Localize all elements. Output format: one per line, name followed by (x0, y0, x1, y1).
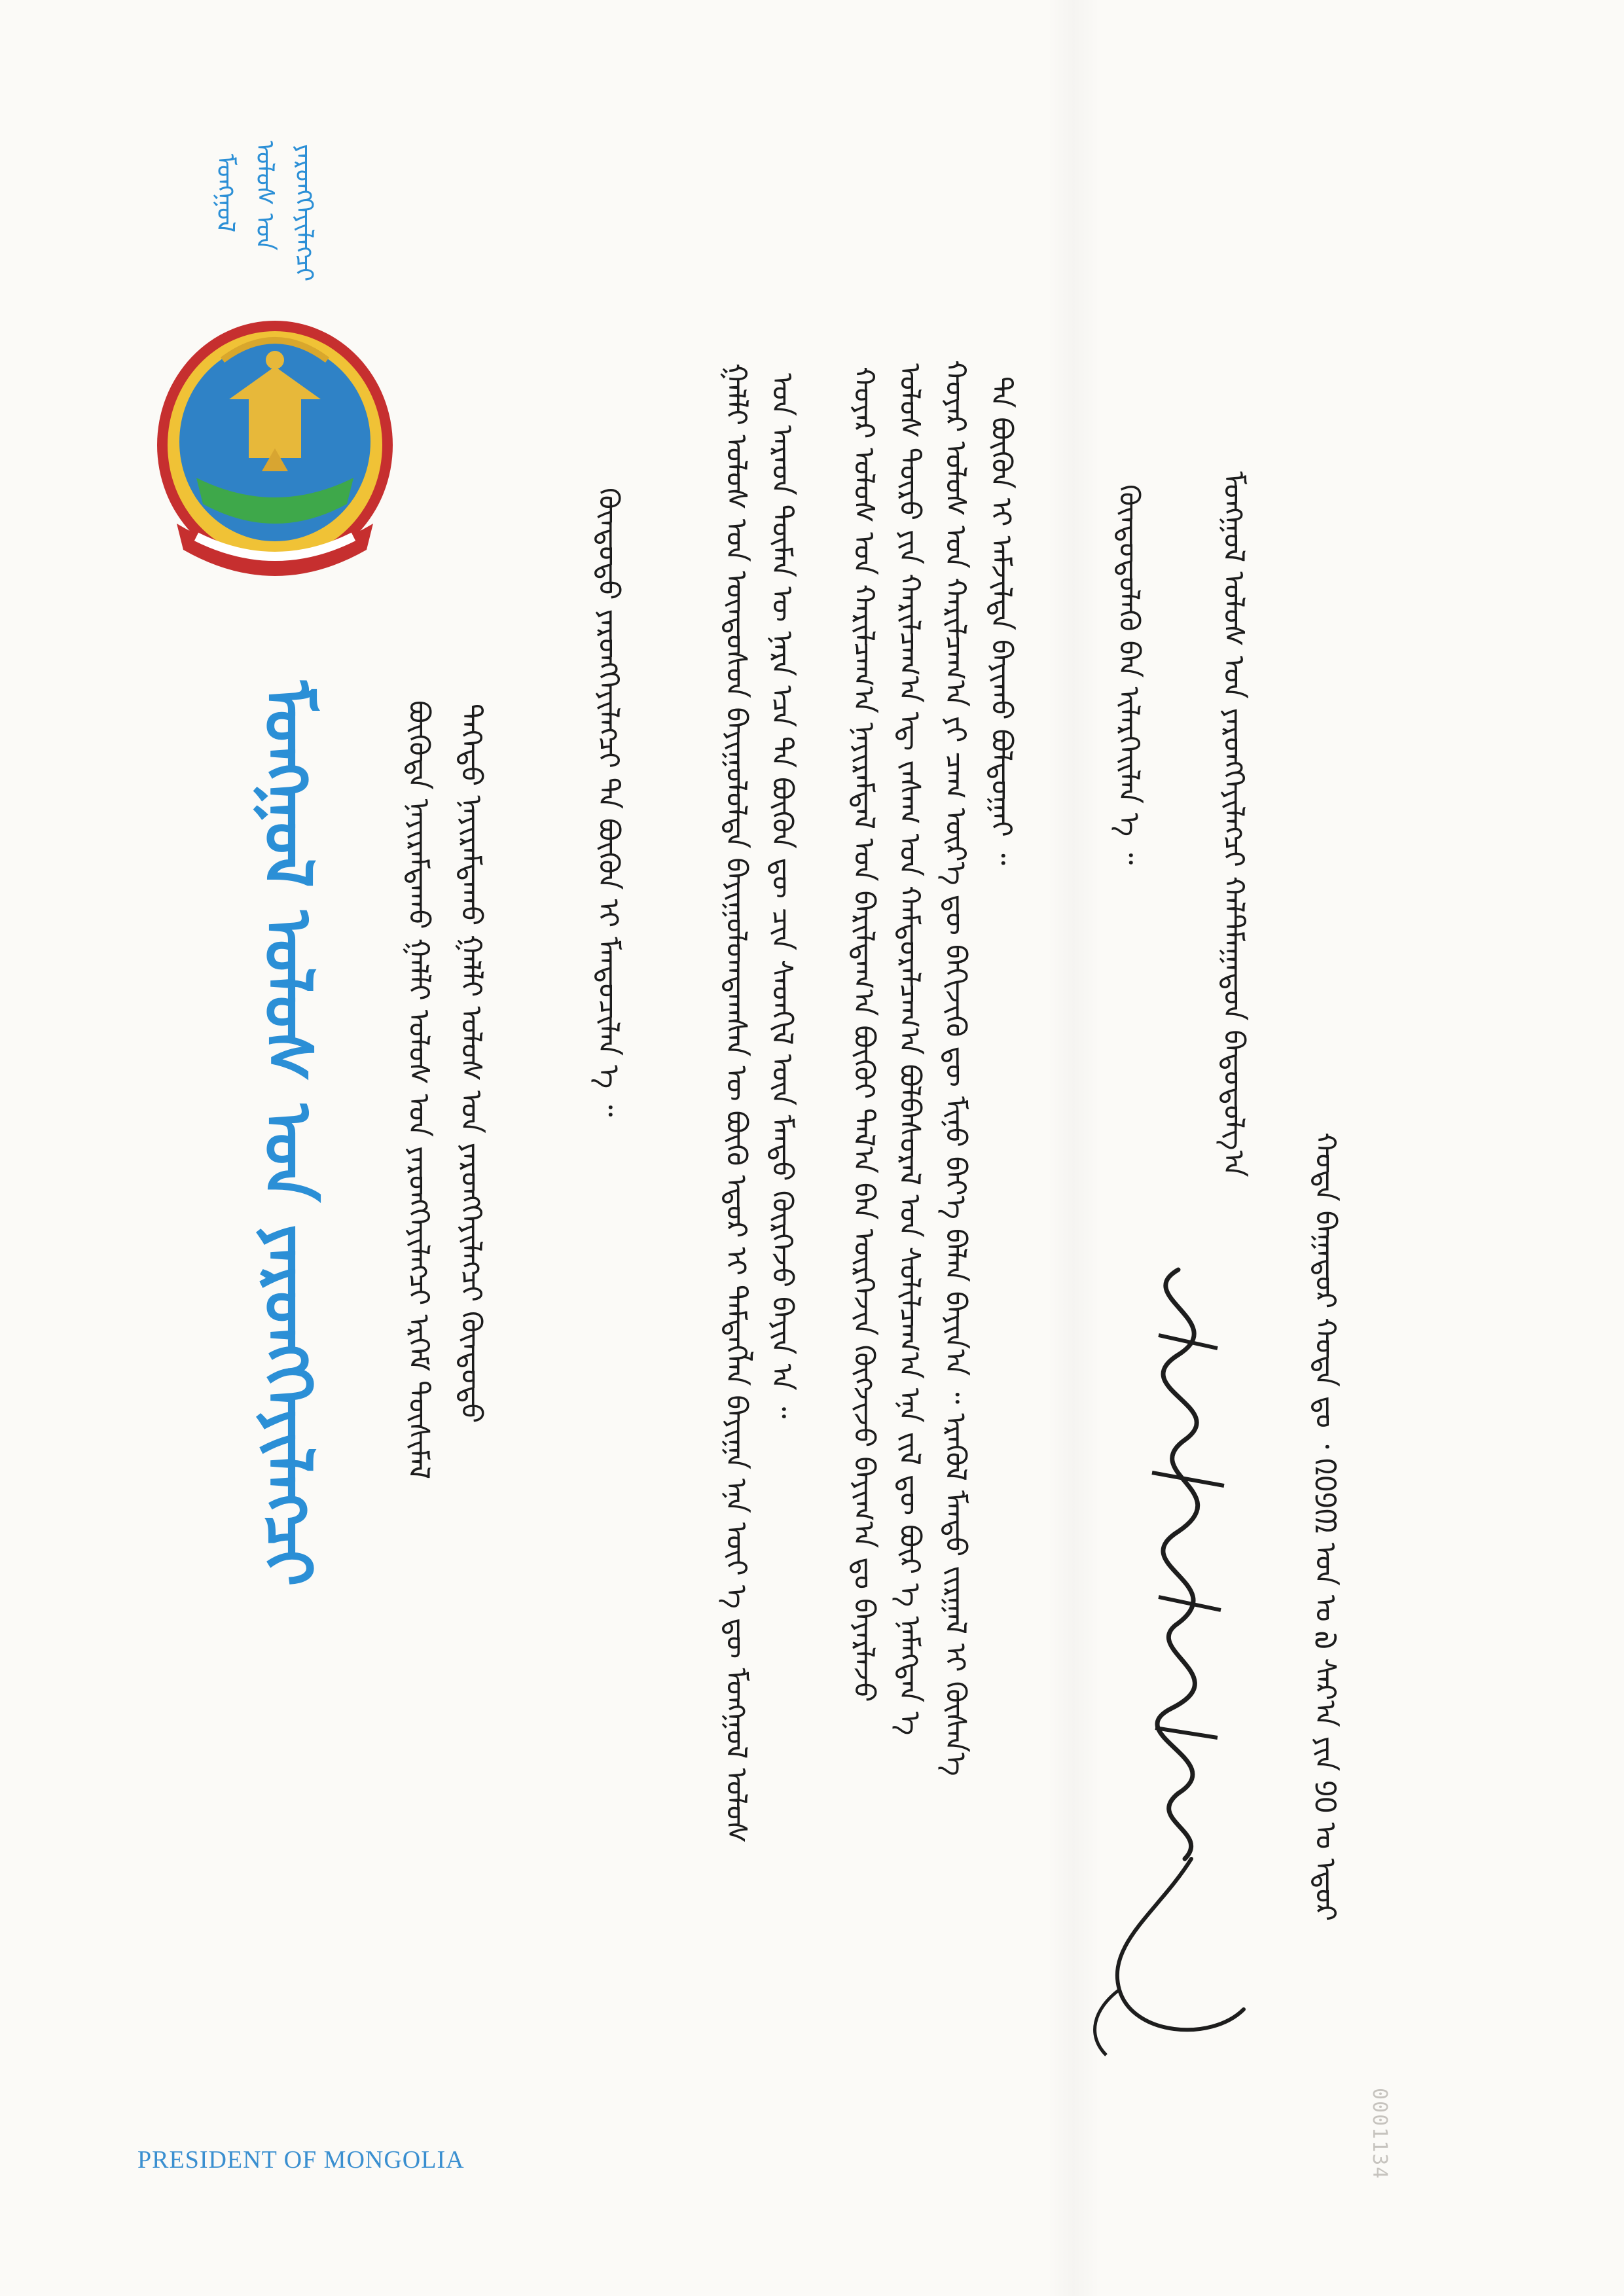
recipient-line-2: ᠳᠡᠭᠡᠳᠦ ᠨᠠᠶᠢᠷᠠᠮᠳᠠᠬᠤ ᠭᠠᠯᠯᠢ ᠤᠯᠤᠰ ᠤᠨ ᠶᠡᠷᠦᠩᠬᠡᠶᠢᠯᠡᠭᠴᠢ ᠬᠦᠨᠳᠦᠳᠦ (454, 704, 488, 1424)
body-line-6: ᠲᠠ ᠪᠦᠬᠦᠨ ᠢ ᠠᠮᠵᠢᠯᠲᠠ ᠪᠠᠶᠢᠬᠤ ᠪᠣᠯᠲᠤᠭᠠᠢ ᠃ (984, 376, 1018, 865)
body-line-2: ᠤᠨ ᠠᠷᠠᠳ ᠲᠦᠮᠡᠨ ᠦ ᠨᠡᠷᠡ ᠡᠴᠡ ᠲᠠ ᠪᠦᠬᠦᠨ ᠳᠦ ᠴᠢᠨ ᠰᠡᠳᠬᠢᠯ ᠦᠨ ᠮᠡᠨᠳᠦ ᠬᠦᠷᠭᠡᠵᠦ ᠪᠠᠶᠢᠨ ᠠ ᠃ (765, 373, 799, 1419)
date-line: ᠬᠣᠳᠠ ᠪᠠᠭᠠᠲᠤᠷ ᠬᠣᠲᠠ ᠳᠤ ᠂ ᠒᠐᠑᠓ ᠣᠨ ᠤ ᠗ ᠰᠠᠷ᠎ᠠ ᠶᠢᠨ ᠑᠐ ᠤ ᠡᠳᠦᠷ (1308, 1132, 1342, 1922)
motto-line-3: ᠶᠡᠷᠦᠩᠬᠡᠶᠢᠯᠡᠭᠴᠢ (290, 144, 319, 282)
body-line-4: ᠤᠯᠤᠰ ᠲᠥᠷᠦ ᠶᠢᠨ ᠬᠠᠷᠢᠯᠴᠠᠭ᠎ᠠ ᠡᠳ᠋ ᠵᠠᠰᠠᠭ ᠤᠨ ᠬᠠᠮᠳᠤᠷᠠᠯᠴᠠᠭ᠎ᠠ ᠪᠣᠯᠪᠠᠰᠤᠷᠠᠯ ᠤᠨ ᠰᠣᠯᠢᠯᠴᠠᠭ᠎ᠠ ᠡᠨᠡ ᠵᠢᠯ ᠳᠦ ᠪᠦᠷ ᠡ ᠨᠡᠮᠡᠭᠳᠡᠨ ᠡ (893, 363, 926, 1736)
registry-number: 0001134 (1368, 2088, 1391, 2180)
motto-line-1: ᠮᠣᠩᠭᠣᠯ (211, 154, 240, 233)
salutation: ᠬᠦᠨᠳᠦᠳᠦ ᠶᠡᠷᠦᠩᠬᠡᠶᠢᠯᠡᠭᠴᠢ ᠲᠠ ᠪᠦᠬᠦᠨ ᠢ ᠮᠡᠨᠳᠦᠴᠢᠯᠡᠨ ᠡ ᠃ (592, 488, 625, 1117)
recipient-line-1: ᠪᠦᠭᠦᠳᠡ ᠨᠠᠶᠢᠷᠠᠮᠳᠠᠬᠤ ᠭᠠᠯᠯᠢ ᠤᠯᠤᠰ ᠤᠨ ᠶᠡᠷᠦᠩᠬᠡᠶᠢᠯᠡᠭᠴᠢ ᠡᠷᠬᠡᠮ ᠲᠦᠰᠢᠮᠡᠯ (402, 700, 435, 1480)
signature-image (1080, 1257, 1290, 2068)
body-line-1: ᠭᠠᠯᠯᠢ ᠤᠯᠤᠰ ᠤᠨ ᠦᠨᠳᠦᠰᠦᠨ ᠪᠠᠶᠢᠭᠤᠯᠤᠯᠲᠠ ᠪᠠᠶᠢᠭᠤᠯᠤᠭᠳᠠᠭᠰᠠᠨ ᠦ ᠪᠦᠬᠦ ᠡᠳᠦᠷ ᠢ ᠲᠡᠮᠳᠡᠭᠯᠡᠨ ᠪᠠᠶᠢᠭᠠ ᠡᠨᠡ ᠦᠶ ᠡ ᠳᠦ ᠮᠣᠩᠭᠣᠯ ᠤᠯᠤᠰ (719, 363, 753, 1844)
header-title: ᠮᠣᠩᠭᠣᠯ ᠤᠯᠤᠰ ᠤᠨ ᠶᠡᠷᠦᠩᠬᠡᠶᠢᠯᠡᠭᠴᠢ (249, 681, 327, 1587)
signature-title-line: ᠮᠣᠩᠭᠣᠯ ᠤᠯᠤᠰ ᠤᠨ ᠶᠡᠷᠦᠩᠬᠡᠶᠢᠯᠡᠭᠴᠢ ᠬᠠᠯᠲᠮᠠᠭᠠᠳᠤᠨ ᠪᠠᠲᠤᠲᠤᠯᠭ᠎ᠠ (1217, 471, 1250, 1177)
body-line-5: ᠬᠣᠶᠠᠷ ᠤᠯᠤᠰ ᠤᠨ ᠬᠠᠷᠢᠯᠴᠠᠭ᠎ᠠ ᠶᠢ ᠴᠠᠭ ᠦᠷ᠎ᠡ ᠳᠦ ᠪᠡᠬᠢᠵᠢᠬᠦ ᠳᠦ ᠮᠢᠨᠦ ᠪᠡᠶ᠎ᠡ ᠪᠡᠯᠡᠨ ᠪᠠᠶᠢᠨ᠎ᠠ ᠃ ᠡᠷᠡᠭᠦᠯ ᠮᠡᠨᠳᠦ ᠵᠢᠷᠭᠠᠯ ᠢ ᠬᠦᠰᠡᠨ᠎ᠡ (939, 360, 972, 1776)
closing-line: ᠬᠦᠨᠳᠦᠳᠦᠯᠡᠬᠦ ᠪᠠᠨ ᠢᠯᠡᠷᠬᠡᠢᠯᠡᠨ ᠡ ᠃ (1112, 484, 1146, 865)
body-line-3: ᠬᠣᠶᠠᠷ ᠤᠯᠤᠰ ᠤᠨ ᠬᠠᠷᠢᠯᠴᠠᠭ᠎ᠠ ᠨᠠᠶᠢᠷᠠᠮᠳᠠᠯ ᠤᠨ ᠪᠠᠷᠢᠯᠳᠠᠭ᠎ᠠ ᠪᠦᠬᠦᠢ ᠲᠠᠯ᠎ᠠ ᠪᠠᠨ ᠥᠷᠭᠡᠵᠢᠨ ᠬᠥᠭᠵᠢᠵᠦ ᠪᠠᠶᠢᠭ᠎ᠠ ᠳᠤ ᠪᠠᠶᠠᠷᠯᠠᠵᠤ (847, 367, 880, 1702)
president-of-mongolia-text: PRESIDENT OF MONGOLIA (137, 2146, 465, 2174)
motto-line-2: ᠤᠯᠤᠰ ᠤᠨ (251, 141, 280, 251)
state-emblem-icon (151, 308, 399, 602)
